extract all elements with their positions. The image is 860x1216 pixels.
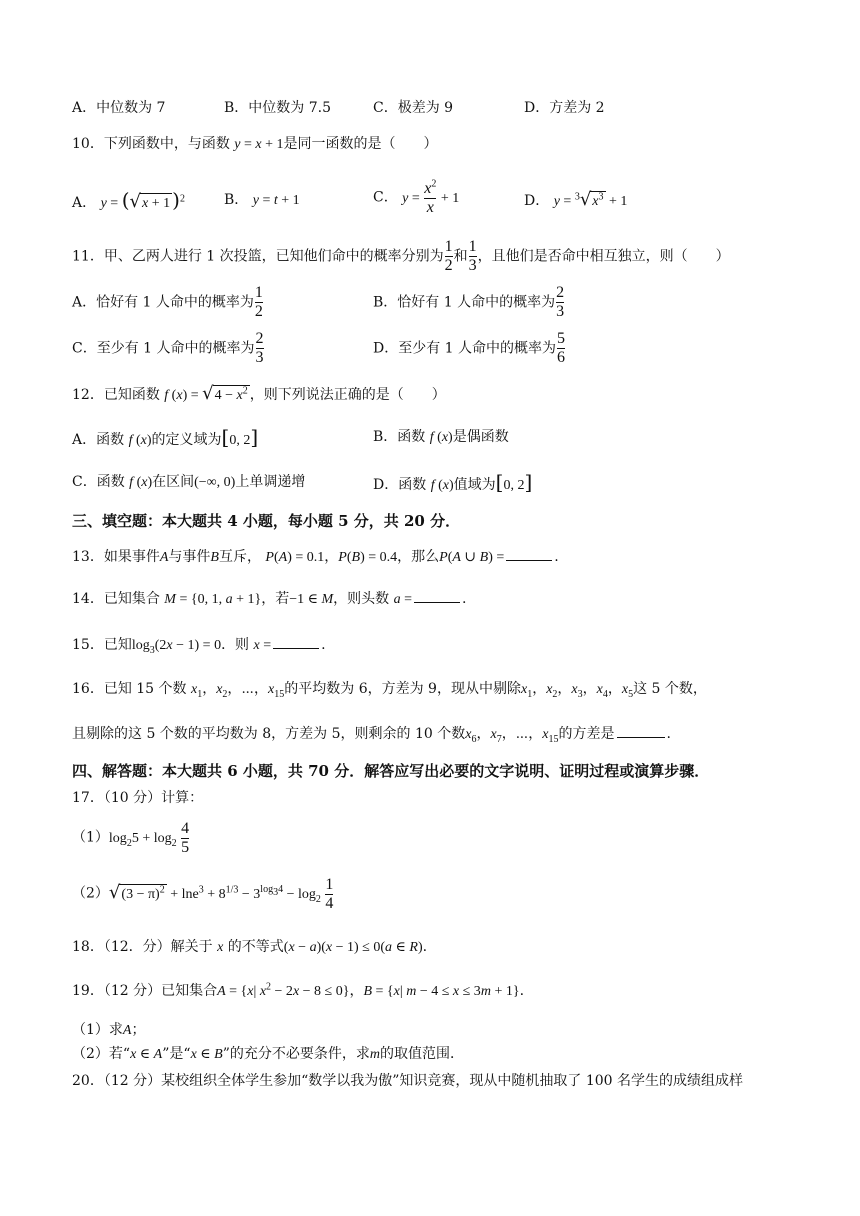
q16-line2: 且剔除的这 5 个数的平均数为 8，方差为 5，则剩余的 10 个数$x_6$，$x_7$，⋯，$x_{15}$的方差是 . (72, 723, 671, 745)
q10-option-c: C． y = $\frac{x^2}{x}$ + 1 (373, 178, 460, 216)
answer-blank (506, 546, 552, 561)
q9-option-d: D．方差为 2 (524, 100, 605, 116)
answer-blank (414, 588, 460, 603)
q12-option-c: C．函数 f (x)在区间(−∞, 0)上单调递增 (72, 474, 306, 490)
q12-stem: 12．已知函数 f $(x) = √4 - x^2$ ，则下列说法正确的是（ ） (72, 383, 446, 404)
q19-part2: （2）若“x ∈ A”是“x ∈ B”的充分不必要条件，求m的取值范围． (72, 1046, 465, 1062)
q12-option-b: B．函数 f (x)是偶函数 (373, 429, 509, 445)
q10-stem: 10．下列函数中，与函数 y = x + 1是同一函数的是（ ） (72, 136, 438, 152)
q9-option-c: C．极差为 9 (373, 100, 454, 116)
q11-option-c: C．至少有 1 人命中的概率为 $\frac{2}{3}$ (72, 330, 264, 366)
q17-part1: $(1)\log_25 + \log_2$ $\frac{4}{5}$ (72, 820, 190, 856)
q10-function: y = x + 1 (234, 137, 284, 152)
q9-option-a: A．中位数为 7 (72, 100, 166, 116)
q10-option-d: D． $y = ^3√x^3 + 1$ (524, 189, 628, 210)
q20-stem: 20．（12 分）某校组织全体学生参加“数学以我为傲”知识竞赛，现从中随机抽取了 100 名学生的成绩组成样 (72, 1073, 744, 1089)
q12-option-d: D．函数 f (x)值域为[0, 2] (373, 470, 533, 494)
q17-part2: $(2)√(3 - \pi)^2 + \ln e^3 + 8^{1/3} - 3^{log_34} - \log_2$ $\frac{1}{4}$ (72, 876, 334, 912)
fraction-one-third: $\frac{1}{3}$ (468, 238, 477, 274)
q12-option-a: A．函数 f (x)的定义域为[0, 2] (72, 425, 259, 449)
q14: 14．已知集合 M = {0, 1, a + 1}，若−1 ∈ M，则头数 a = . (72, 588, 466, 610)
q18: 18．（12．分）解关于 x 的不等式(x − a)(x − 1) ≤ 0(a ∈ R). (72, 939, 428, 955)
q10-option-b: B． y = t + 1 (224, 192, 300, 208)
q11-option-a: A．恰好有 1 人命中的概率为 $\frac{1}{2}$ (72, 284, 263, 320)
q19-part1: （1）求A； (72, 1022, 146, 1038)
section-3-heading: 三、填空题：本大题共 4 小题，每小题 5 分，共 20 分． (72, 512, 461, 530)
q17-stem: 17．（10 分）计算： (72, 790, 204, 806)
q10-option-a: A． y = (√x + 1 )$^2$ (72, 188, 185, 212)
answer-blank (617, 723, 665, 738)
q19-stem: 19．（12 分）已知集合A = {x| $x^2 - 2x - 8 \le 0$}，B = {x| m − 4 ≤ x ≤ 3m + 1}. (72, 981, 525, 999)
fraction-one-half: $\frac{1}{2}$ (444, 238, 453, 274)
q11-option-d: D．至少有 1 人命中的概率为 $\frac{5}{6}$ (373, 330, 566, 366)
answer-blank (273, 634, 319, 649)
q16-line1: 16．已知 15 个数 $x_1$，$x_2$，⋯，$x_{15}$的平均数为 6，方差为 9，现从中剔除$x_1$，$x_2$，$x_3$，$x_4$，$x_5$这 5 个数， (72, 681, 707, 700)
q9-option-b: B．中位数为 7.5 (224, 100, 332, 116)
section-4-heading: 四、解答题：本大题共 6 小题，共 70 分．解答应写出必要的文字说明、证明过程或演算步骤． (72, 762, 710, 780)
q13: 13．如果事件A与事件B互斥， P(A) = 0.1，P(B) = 0.4，那么P(A ∪ B) = . (72, 546, 559, 568)
q15: 15．已知$\log_3(2x - 1) = 0$．则 x = . (72, 634, 326, 656)
q11-stem: 11．甲、乙两人进行 1 次投篮，已知他们命中的概率分别为 $\frac{1}{2}$ 和 $\frac{1}{3}$ ，且他们是否命中相互独立，则（ ） (72, 238, 730, 274)
q11-option-b: B．恰好有 1 人命中的概率为 $\frac{2}{3}$ (373, 284, 565, 320)
